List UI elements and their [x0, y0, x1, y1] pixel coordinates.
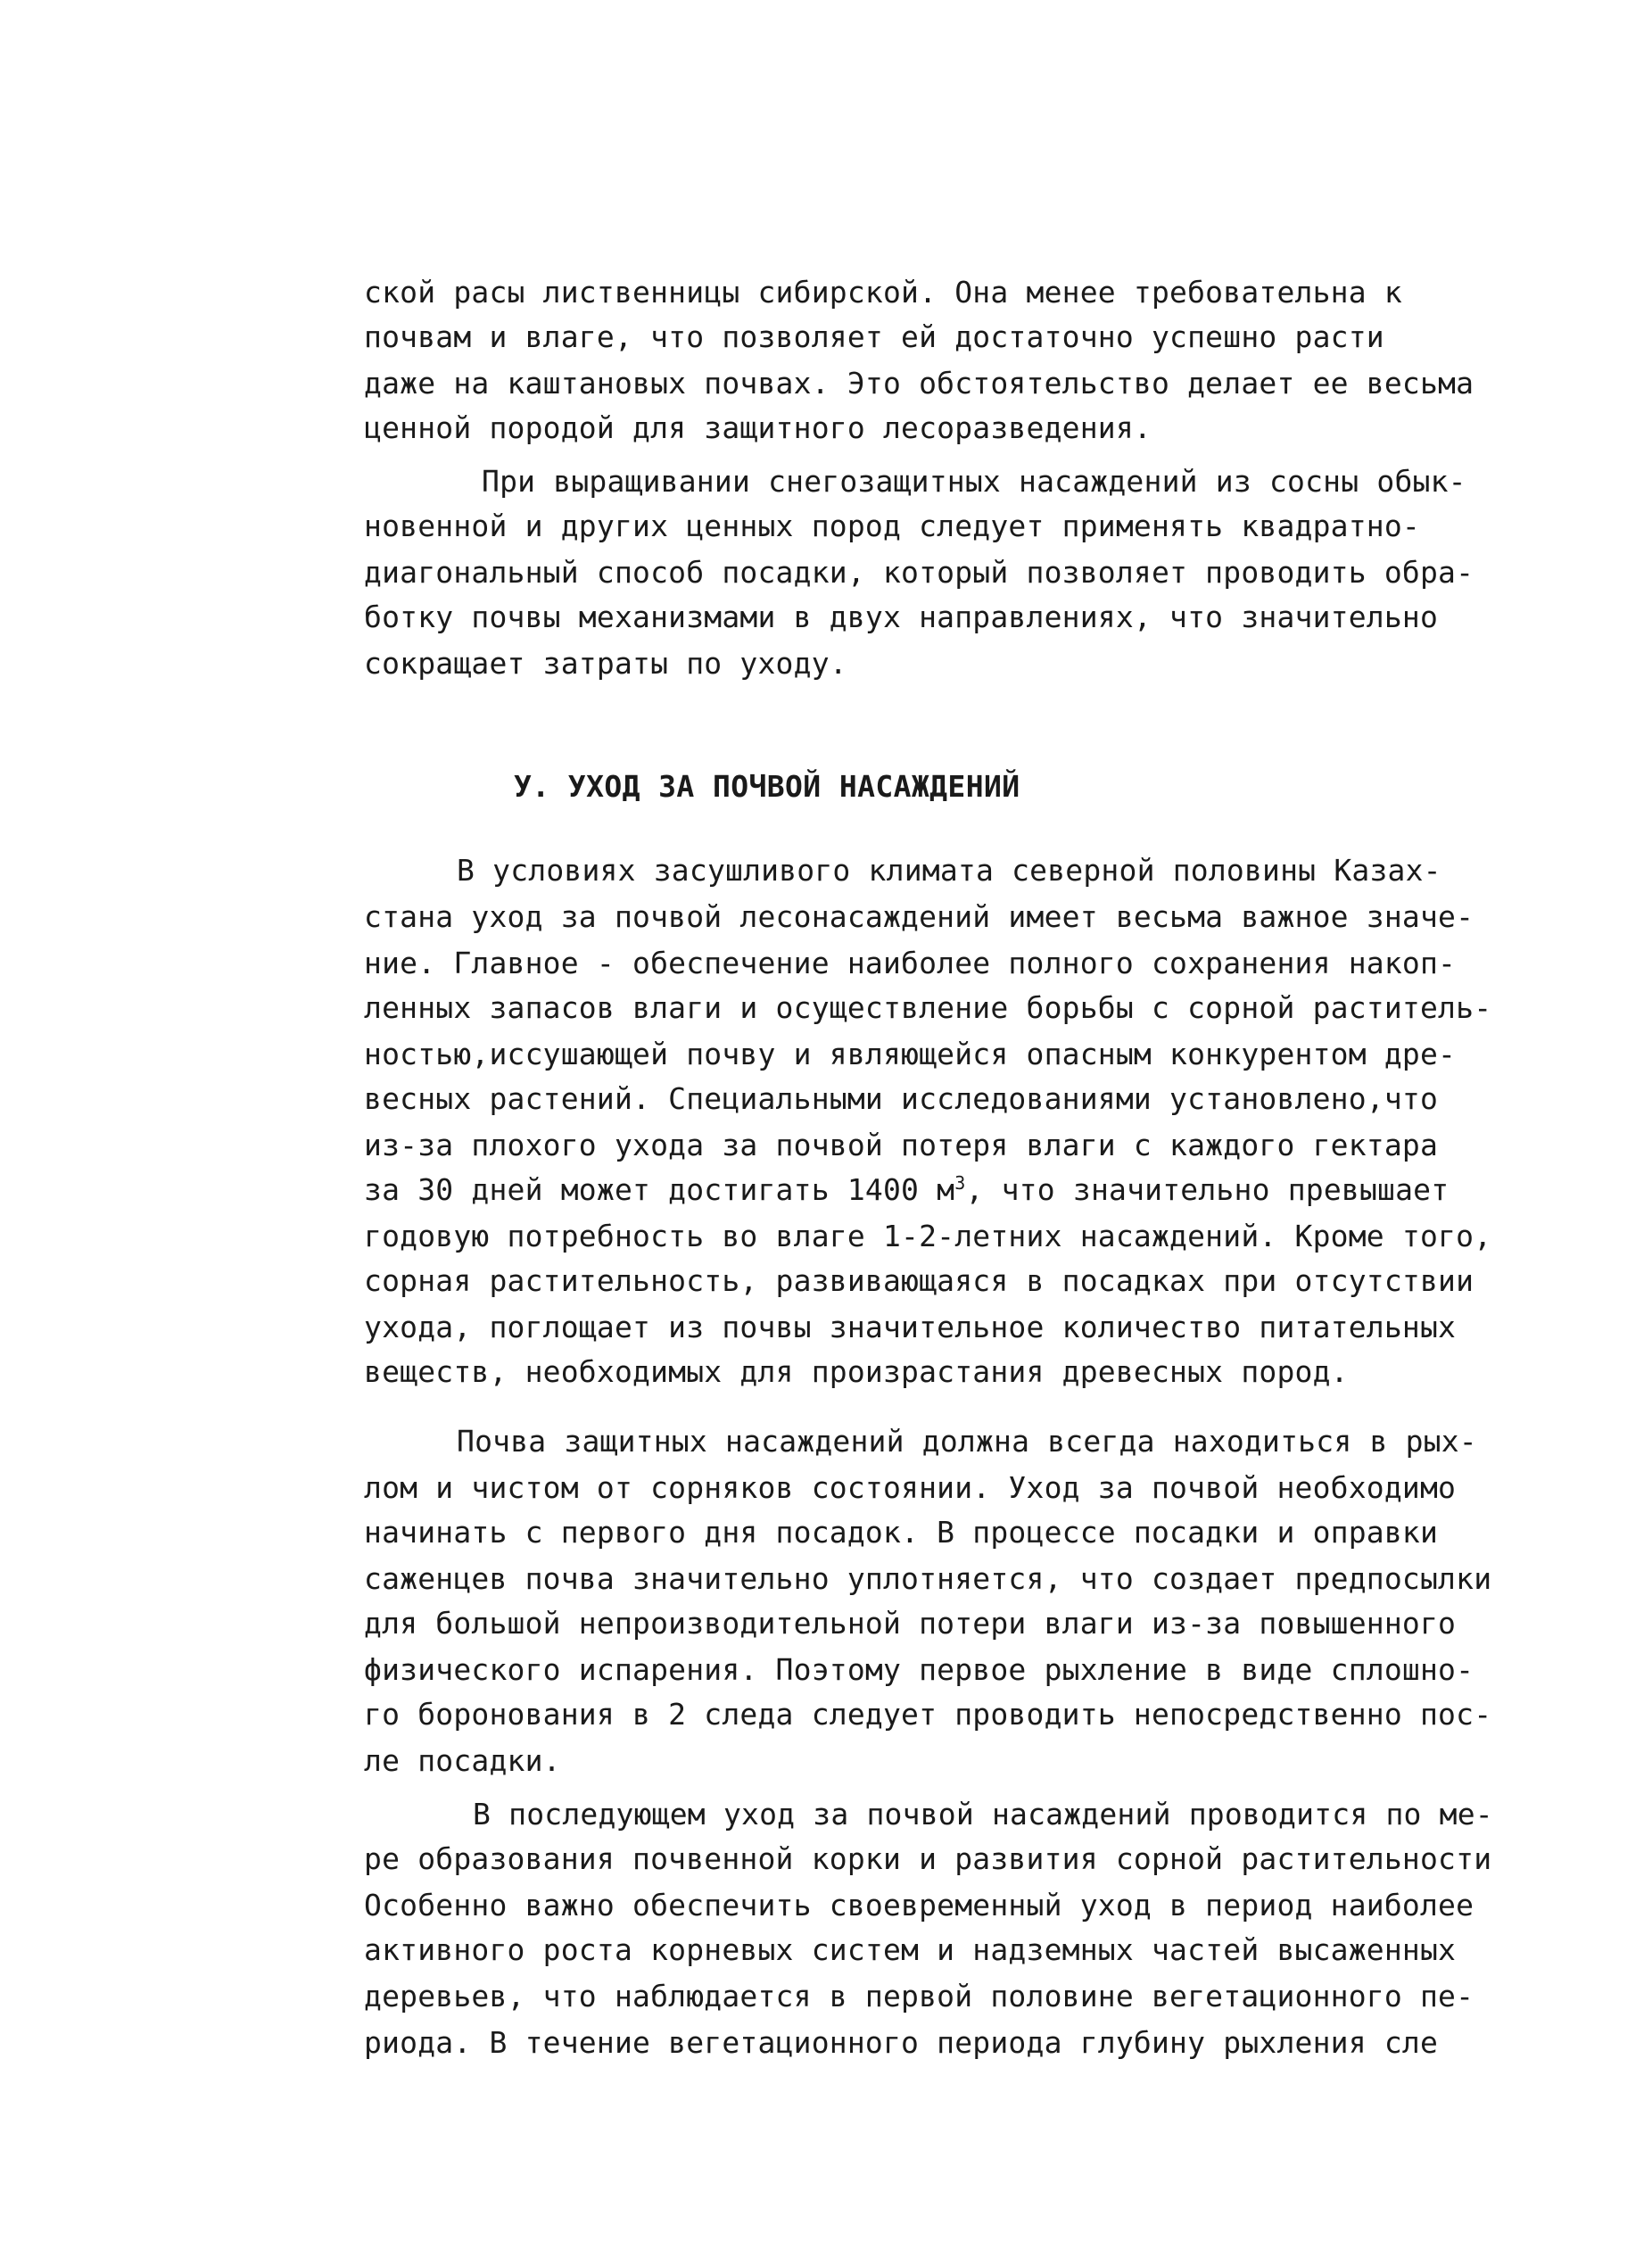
text-line: стана уход за почвой лесонасаждений имеет весьма важное значе-	[364, 899, 1474, 934]
superscript-exponent: 3	[954, 1172, 966, 1194]
text-line: Почва защитных насаждений должна всегда находиться в рых-	[457, 1424, 1477, 1459]
text-line: риода. В течение вегетационного периода глубину рыхления сле	[364, 2025, 1439, 2060]
text-line: Особенно важно обеспечить своевременный уход в период наиболее	[364, 1888, 1474, 1923]
text-line: В последующем уход за почвой насаждений проводится по ме-	[473, 1797, 1493, 1832]
text-line: начинать с первого дня посадок. В процессе посадки и оправки	[364, 1515, 1439, 1550]
text-line: годовую потребность во влаге 1-2-летних насаждений. Кроме того,	[364, 1219, 1492, 1253]
text-line: для большой непроизводительной потери влаги из-за повышенного	[364, 1606, 1457, 1641]
text-line-with-superscript	[364, 1172, 1449, 1208]
text-line: сорная растительность, развивающаяся в посадках при отсутствии	[364, 1263, 1474, 1298]
text-line: ние. Главное - обеспечение наиболее полного сохранения накоп-	[364, 946, 1457, 980]
text-line: При выращивании снегозащитных насаждений из сосны обык-	[482, 464, 1466, 499]
text-line: ре образования почвенной корки и развития сорной растительности	[364, 1841, 1492, 1876]
text-line: из-за плохого ухода за почвой потеря влаги с каждого гектара	[364, 1128, 1439, 1162]
text-line: веществ, необходимых для произрастания древесных пород.	[364, 1354, 1349, 1389]
text-line: ностью,иссушающей почву и являющейся опасным конкурентом дре-	[364, 1037, 1457, 1071]
text-line: ле посадки.	[364, 1743, 561, 1778]
text-line: ботку почвы механизмами в двух направлениях, что значительно	[364, 600, 1439, 634]
text-fragment: за 30 дней может достигать 1400 м	[364, 1172, 955, 1207]
text-line: весных растений. Специальными исследованиями установлено,что	[364, 1081, 1439, 1116]
text-line: деревьев, что наблюдается в первой половине вегетационного пе-	[364, 1979, 1474, 2014]
text-line: ухода, поглощает из почвы значительное количество питательных	[364, 1310, 1457, 1344]
text-line: даже на каштановых почвах. Это обстоятельство делает ее весьма	[364, 366, 1474, 401]
text-line: В условиях засушливого климата северной половины Казах-	[457, 853, 1441, 888]
text-line: го боронования в 2 следа следует проводить непосредственно пос-	[364, 1697, 1492, 1732]
text-line: ской расы лиственницы сибирской. Она менее требовательна к	[364, 275, 1402, 310]
text-line: почвам и влаге, что позволяет ей достаточно успешно расти	[364, 319, 1384, 354]
text-line: ценной породой для защитного лесоразведения.	[364, 410, 1152, 445]
text-fragment: , что значительно превышает	[965, 1172, 1450, 1207]
text-line: активного роста корневых систем и надземных частей высаженных	[364, 1932, 1457, 1967]
text-line: сокращает затраты по уходу.	[364, 646, 847, 681]
text-line: лом и чистом от сорняков состоянии. Уход за почвой необходимо	[364, 1470, 1457, 1505]
text-line: новенной и других ценных пород следует применять квадратно-	[364, 509, 1420, 543]
text-line: диагональный способ посадки, который позволяет проводить обра-	[364, 555, 1474, 590]
text-line: ленных запасов влаги и осуществление борьбы с сорной раститель-	[364, 990, 1492, 1025]
text-line: физического испарения. Поэтому первое рыхление в виде сплошно-	[364, 1652, 1474, 1687]
section-heading: У. УХОД ЗА ПОЧВОЙ НАСАЖДЕНИЙ	[514, 769, 1020, 804]
text-line: саженцев почва значительно уплотняется, что создает предпосылки	[364, 1561, 1492, 1596]
